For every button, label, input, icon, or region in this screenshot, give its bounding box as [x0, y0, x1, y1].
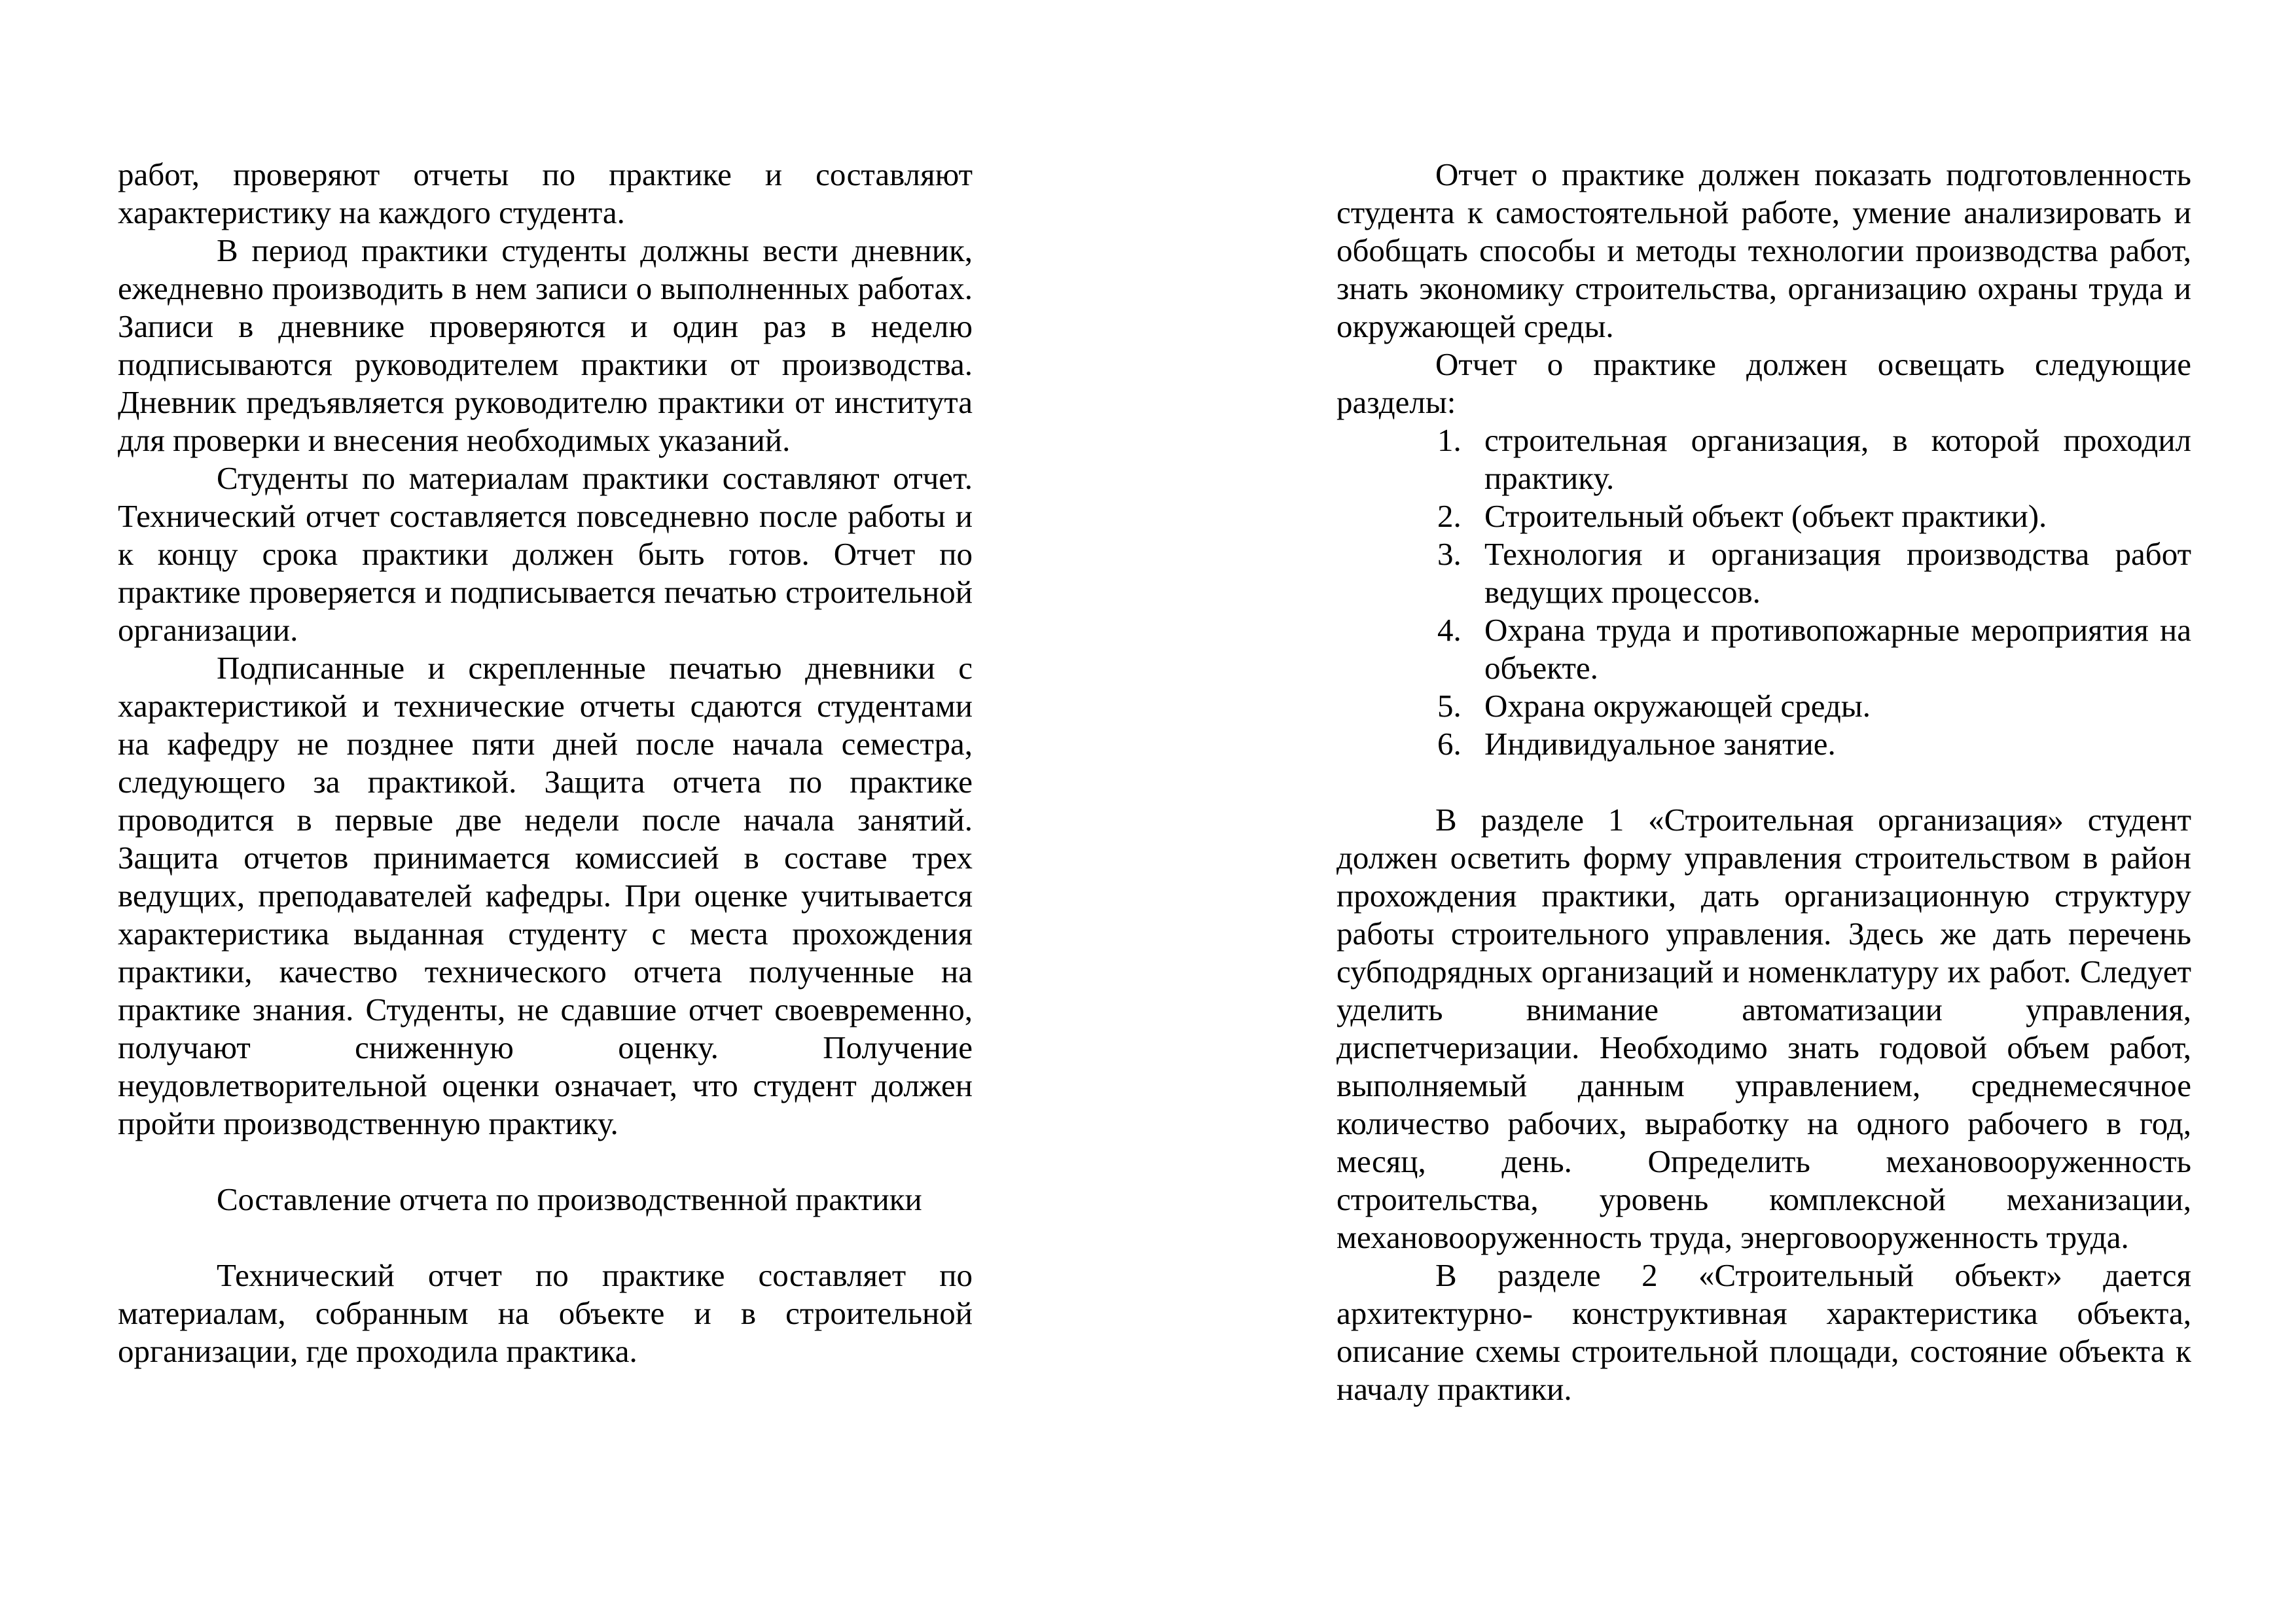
- list-item-text: Строительный объект (объект практики).: [1484, 498, 2047, 534]
- list-item-text: строительная организация, в которой проходил практику.: [1484, 422, 2191, 496]
- paragraph-report-purpose: Отчет о практике должен показать подготовленность студента к самостоятельной работе, умение анализировать и обобщать способы и методы технологии производства работ, знать экономику строительства, организацию охраны труда и окружающей среды.: [1336, 156, 2191, 344]
- list-item-number: 1.: [1437, 422, 1462, 458]
- paragraph-diary: В период практики студенты должны вести дневник, ежедневно производить в нем записи о выполненных работах. Записи в дневнике проверяются и один раз в неделю подписываются руководителем практики от производства. Дневник предъявляется руководителю практики от института для проверки и внесения необходимых указаний.: [118, 232, 973, 458]
- section-heading: Составление отчета по производственной практики: [217, 1181, 922, 1217]
- list-item-number: 3.: [1437, 536, 1462, 572]
- list-item: [1437, 611, 2191, 687]
- list-item-number: 5.: [1437, 688, 1462, 724]
- paragraph-technical-report: Технический отчет по практике составляет по материалам, собранным на объекте и в строительной организации, где проходила практика.: [118, 1257, 973, 1369]
- spacer: [118, 1143, 973, 1181]
- paragraph-list-lead: Отчет о практике должен освещать следующие разделы:: [1336, 346, 2191, 420]
- list-item: [1437, 421, 2191, 497]
- list-item: [1437, 725, 2191, 763]
- paragraph-continuation: работ, проверяют отчеты по практике и составляют характеристику на каждого студента.: [118, 156, 973, 230]
- paragraph-section-2: В разделе 2 «Строительный объект» дается архитектурно- конструктивная характеристика объекта, описание схемы строительной площади, состояние объекта к началу практики.: [1336, 1257, 2191, 1407]
- right-column: [1336, 156, 2191, 1408]
- spacer: [118, 1219, 973, 1257]
- list-item-number: 2.: [1437, 498, 1462, 534]
- list-item-text: Индивидуальное занятие.: [1484, 726, 1836, 762]
- paragraph-section-1: В разделе 1 «Строительная организация» студент должен осветить форму управления строительством в район прохождения практики, дать организационную структуру работы строительного управления. Здесь же дать перечень субподрядных организаций и номенклатуру их работ. Следует уделить внимание автоматизации управления, диспетчеризации. Необходимо знать годовой объем работ, выполняемый данным управлением, среднемесячное количество рабочих, выработку на одного рабочего в год, месяц, день. Определить механовооруженность строительства, уровень комплексной механизации, механовооруженность труда, энерговооруженность труда.: [1336, 802, 2191, 1255]
- paragraph-report-defense: Подписанные и скрепленные печатью дневники с характеристикой и технические отчеты сдаются студентами на кафедру не позднее пяти дней после начала семестра, следующего за практикой. Защита отчета по практике проводится в первые две недели после начала занятий. Защита отчетов принимается комиссией в составе трех ведущих, преподавателей кафедры. При оценке учитывается характеристика выданная студенту с места прохождения практики, качество технического отчета полученные на практике знания. Студенты, не сдавшие отчет своевременно, получают сниженную оценку. Получение неудовлетворительной оценки означает, что студент должен пройти производственную практику.: [118, 650, 973, 1141]
- list-item-text: Технология и организация производства работ ведущих процессов.: [1484, 536, 2191, 610]
- report-sections-list: [1336, 421, 2191, 763]
- list-item: [1437, 497, 2191, 535]
- list-item: [1437, 535, 2191, 611]
- list-item-number: 4.: [1437, 612, 1462, 648]
- paragraph-report-preparation: Студенты по материалам практики составляют отчет. Технический отчет составляется повседневно после работы и к концу срока практики должен быть готов. Отчет по практике проверяется и подписывается печатью строительной организации.: [118, 460, 973, 648]
- list-item-text: Охрана окружающей среды.: [1484, 688, 1871, 724]
- list-item-text: Охрана труда и противопожарные мероприятия на объекте.: [1484, 612, 2191, 686]
- left-column: [118, 156, 973, 1370]
- list-item-number: 6.: [1437, 726, 1462, 762]
- spacer: [1336, 763, 2191, 801]
- list-item: [1437, 687, 2191, 725]
